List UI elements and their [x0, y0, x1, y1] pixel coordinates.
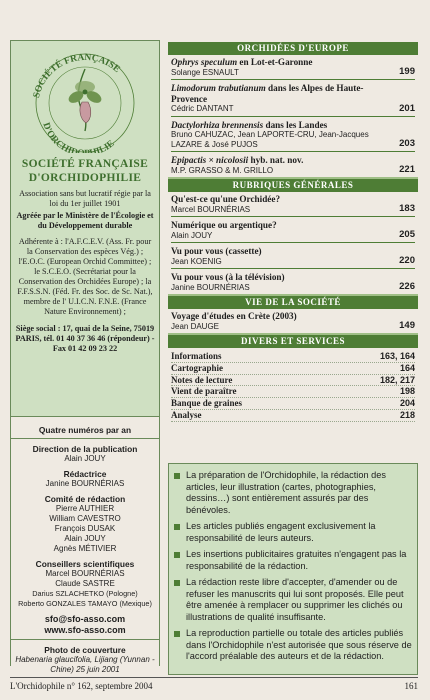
adviser: Marcel BOURNÉRIAS: [45, 569, 125, 578]
section-header-vie: VIE DE LA SOCIÉTÉ: [168, 294, 418, 309]
entry-page: 221: [399, 164, 415, 175]
section-header-europe: ORCHIDÉES D'EUROPE: [168, 42, 418, 55]
director-name: Alain JOUY: [64, 454, 106, 463]
toc-entry[interactable]: [171, 246, 415, 266]
svg-text:D'ORCHIDOPHILIE: D'ORCHID ILIE: [40, 121, 117, 153]
note-item: La rédaction reste libre d'accepter, d'amender ou de refuser les manuscrits qui lui sont proposés. Elle peut être amenée à remplacer ou supprimer les clichés ou illustrations de qualité insuffisante.: [174, 577, 412, 623]
email-link[interactable]: sfo@sfo-asso.com: [44, 614, 126, 624]
toc-entry[interactable]: [171, 57, 415, 77]
square-bullet-icon: [174, 580, 182, 623]
toc-entry[interactable]: [171, 120, 415, 150]
society-logo: [20, 47, 150, 153]
committee-member: François DUSAK: [54, 524, 116, 533]
toc-entry[interactable]: [171, 155, 415, 175]
entry-authors: Alain JOUY: [171, 230, 213, 240]
entry-authors: Cédric DANTANT: [171, 104, 234, 113]
divers-list: [168, 348, 418, 422]
page-number: 161: [404, 681, 418, 691]
entry-page: 226: [399, 281, 415, 292]
issues-per-year: Quatre numéros par an: [38, 425, 132, 435]
entry-page: 199: [399, 66, 415, 77]
adviser: Claude SASTRE: [55, 579, 115, 588]
adviser: Roberto GONZALES TAMAYO (Mexique): [18, 599, 152, 608]
ministry-approval: Agréée par le Ministère de l'Écologie et du Développement durable: [16, 211, 154, 230]
divers-row[interactable]: Cartographie 164: [171, 362, 415, 373]
entry-page: 205: [399, 229, 415, 240]
society-panel: [11, 41, 159, 417]
entry-title: Vu pour vous (à la télévision): [171, 272, 285, 282]
journal-issue: L'Orchidophile n° 162, septembre 2004: [10, 681, 153, 691]
editorial-notes: [168, 463, 418, 675]
entry-title: Dactylorhiza brennensis dans les Landes: [171, 119, 328, 130]
toc-entry[interactable]: [171, 272, 415, 292]
entry-authors: Janine BOURNÉRIAS: [171, 282, 250, 292]
entry-title: Ophrys speculum en Lot-et-Garonne: [171, 57, 313, 67]
square-bullet-icon: [174, 473, 182, 516]
svg-text:SOCIÉTÉ FRANÇAISE: SOCIÉTÉ FRANÇAISE: [31, 52, 122, 99]
entry-page: 203: [399, 138, 415, 149]
entry-page: 183: [399, 203, 415, 214]
divers-row[interactable]: Banque de graines 204: [171, 398, 415, 409]
society-name-line2: D'ORCHIDOPHILIE: [28, 172, 142, 184]
note-item: Les articles publiés engagent exclusivement la responsabilité de leurs auteurs.: [174, 521, 412, 544]
vie-entries: [168, 309, 418, 331]
square-bullet-icon: [174, 524, 182, 544]
divers-row[interactable]: Vient de paraître 198: [171, 386, 415, 397]
rubrique-entries: [168, 192, 418, 292]
adviser: Darius SZLACHETKO (Pologne): [32, 589, 138, 598]
toc-entry[interactable]: [171, 220, 415, 240]
director-label: Direction de la publication: [32, 444, 138, 454]
page-footer: [10, 677, 418, 691]
toc-entry[interactable]: [171, 194, 415, 214]
section-header-rubriques: RUBRIQUES GÉNÉRALES: [168, 177, 418, 192]
table-of-contents: [168, 42, 418, 422]
entry-title: Limodorum trabutianum dans les Alpes de Haute-Provence: [171, 83, 364, 104]
cover-photo-label: Photo de couverture: [44, 645, 126, 655]
editorial-staff: [11, 417, 159, 675]
entry-page: 201: [399, 102, 415, 114]
divider: [11, 438, 159, 439]
toc-entry[interactable]: [171, 83, 415, 114]
square-bullet-icon: [174, 631, 182, 663]
entry-authors: Marcel BOURNÉRIAS: [171, 204, 251, 214]
note-item: Les insertions publicitaires gratuites n'engagent pas la responsabilité de la rédaction.: [174, 549, 412, 572]
divers-row[interactable]: Analyse 218: [171, 409, 415, 420]
entry-title: Numérique ou argentique?: [171, 220, 277, 230]
entry-title: Vu pour vous (cassette): [171, 246, 262, 256]
divider: [11, 639, 159, 640]
entry-title: Voyage d'études en Crète (2003): [171, 311, 297, 321]
entry-title: Epipactis × nicolosii hyb. nat. nov.: [171, 155, 304, 165]
head-office: Siège social : 17, quai de la Seine, 75019 PARIS, tél. 01 40 37 36 46 (répondeur) - Fax 01 42 09 23 22: [15, 324, 155, 353]
square-bullet-icon: [174, 552, 182, 572]
masthead-column: [10, 40, 160, 674]
committee-member: Agnès MÉTIVIER: [53, 544, 117, 553]
note-item: La reproduction partielle ou totale des articles publiés dans l'Orchidophile n'est autorisée que sous réserve de l'accord préalable des auteurs et de la rédaction.: [174, 628, 412, 663]
divers-row[interactable]: Informations 163, 164: [171, 351, 415, 361]
toc-entry[interactable]: [171, 311, 415, 331]
society-name: [15, 157, 155, 185]
association-status: Association sans but lucratif régie par la loi du 1er juillet 1901: [19, 189, 151, 208]
entry-page: 149: [399, 320, 415, 331]
orchid-logo-icon: [20, 47, 150, 153]
entry-authors: Solange ESNAULT: [171, 67, 239, 77]
committee-member: William CAVESTRO: [49, 514, 121, 523]
entry-authors: M.P. GRASSO & M. GRILLO: [171, 165, 274, 175]
website-link[interactable]: www.sfo-asso.com: [44, 625, 126, 635]
divers-row[interactable]: Notes de lecture 182, 217: [171, 374, 415, 385]
europe-entries: [168, 55, 418, 175]
committee-member: Alain JOUY: [64, 534, 106, 543]
entry-authors: Jean KOENIG: [171, 256, 222, 266]
section-header-divers: DIVERS ET SERVICES: [168, 333, 418, 348]
editor-name: Janine BOURNÉRIAS: [45, 479, 125, 488]
editor-label: Rédactrice: [63, 469, 107, 479]
committee-label: Comité de rédaction: [44, 494, 126, 504]
entry-title: Qu'est-ce qu'une Orchidée?: [171, 194, 281, 204]
memberships: Adhérente à : l'A.F.C.E.V. (Ass. Fr. pour la Conservation des espèces Vég.) ; l'E.O.C. (European Orchid Committee) ; le S.C.E.O. (Secrétariat pour la Conservation des Orchidées Europe) ; la F.F.S.S.N. (Féd. Fr. des Soc. de Sc. Nat.), membre de l' U.I.C.N. F.N.E. (France Nature Environnement) ;: [17, 237, 153, 316]
entry-authors: Bruno CAHUZAC, Jean LAPORTE-CRU, Jean-Jacques LAZARE & José PUJOS: [171, 130, 369, 149]
advisers-label: Conseillers scientifiques: [35, 559, 135, 569]
note-item: La préparation de l'Orchidophile, la rédaction des articles, leur illustration (cartes, photographies, dessins…) sont entièrement assurés par des bénévoles.: [174, 470, 412, 516]
entry-page: 220: [399, 255, 415, 266]
entry-authors: Jean DAUGE: [171, 321, 220, 331]
cover-photo-caption: Habenaria glaucifolia, Lijiang (Yunnan - Chine) 25 juin 2001: [15, 655, 155, 674]
society-name-line1: SOCIÉTÉ FRANÇAISE: [21, 158, 149, 170]
committee-member: Pierre AUTHIER: [55, 504, 115, 513]
